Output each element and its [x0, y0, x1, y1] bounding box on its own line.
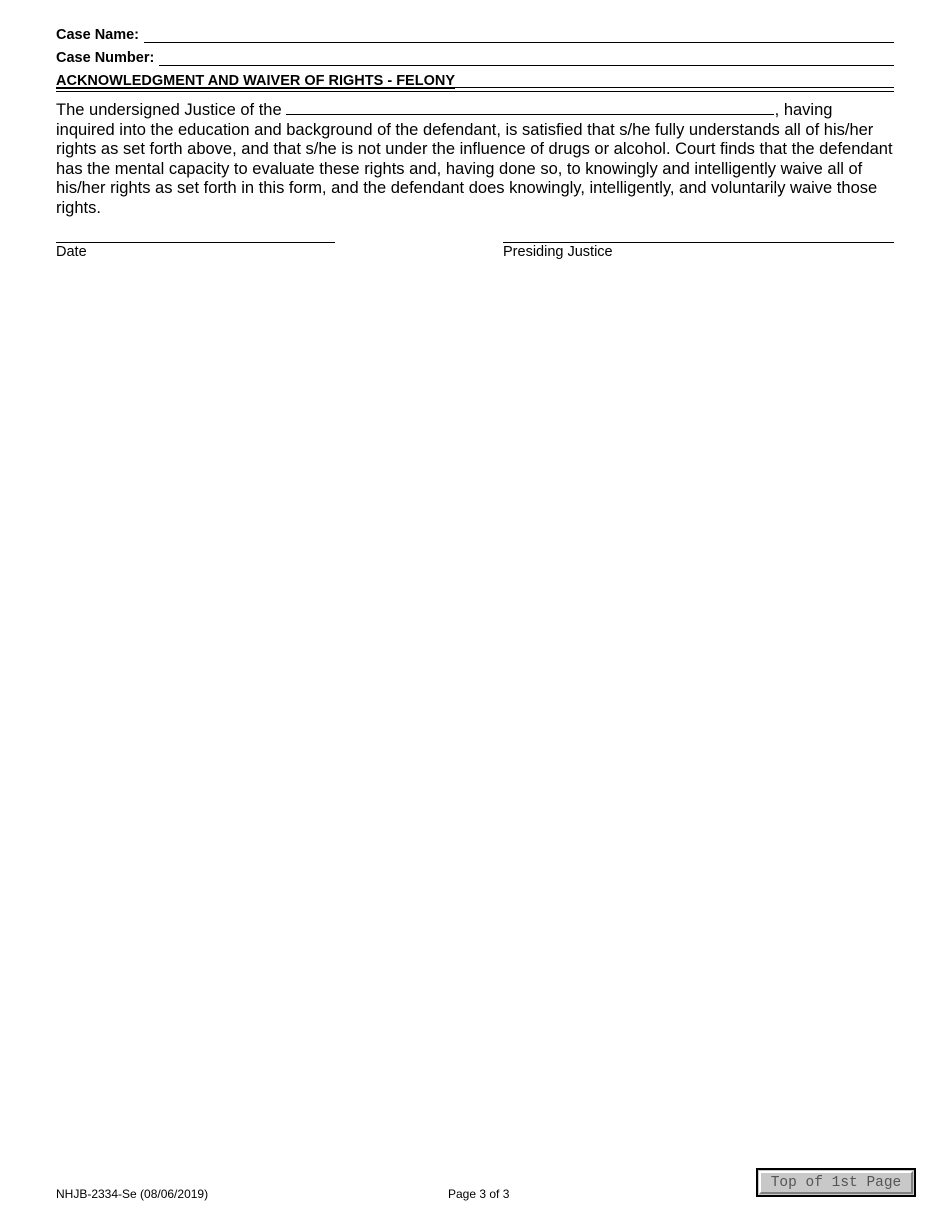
- case-name-label: Case Name:: [56, 27, 140, 43]
- paragraph-lead-text: The undersigned Justice of the: [56, 101, 282, 119]
- waiver-paragraph: [56, 100, 894, 219]
- case-name-row: [56, 27, 894, 44]
- heading-rule-thin: [56, 91, 894, 92]
- date-label: Date: [56, 244, 87, 260]
- top-of-first-page-label: Top of 1st Page: [759, 1171, 913, 1194]
- top-of-first-page-button[interactable]: [756, 1168, 916, 1197]
- form-id: NHJB-2334-Se (08/06/2019): [56, 1187, 209, 1201]
- paragraph-body-text: , having inquired into the education and background of the defendant, is satisfied that s/he fully understands all of his/her rights as set forth above, and that s/he is not under the influence of drugs or alcohol. Court finds that the defendant has the mental capacity to evaluate these rights and, having done so, to knowingly and intelligently waive all of his/her rights as set forth in this form, and the defendant does knowingly, intelligently, and voluntarily waive those rights.: [56, 101, 893, 217]
- case-number-row: [56, 50, 894, 67]
- justice-signature-line[interactable]: [503, 242, 894, 243]
- date-signature-line[interactable]: [56, 242, 335, 243]
- court-name-field[interactable]: [286, 100, 774, 115]
- section-title: ACKNOWLEDGMENT AND WAIVER OF RIGHTS - FELONY: [56, 73, 456, 89]
- page-number: Page 3 of 3: [448, 1187, 510, 1201]
- presiding-justice-label: Presiding Justice: [503, 244, 613, 260]
- case-name-field[interactable]: [144, 28, 894, 43]
- case-number-field[interactable]: [159, 51, 894, 66]
- case-number-label: Case Number:: [56, 50, 155, 66]
